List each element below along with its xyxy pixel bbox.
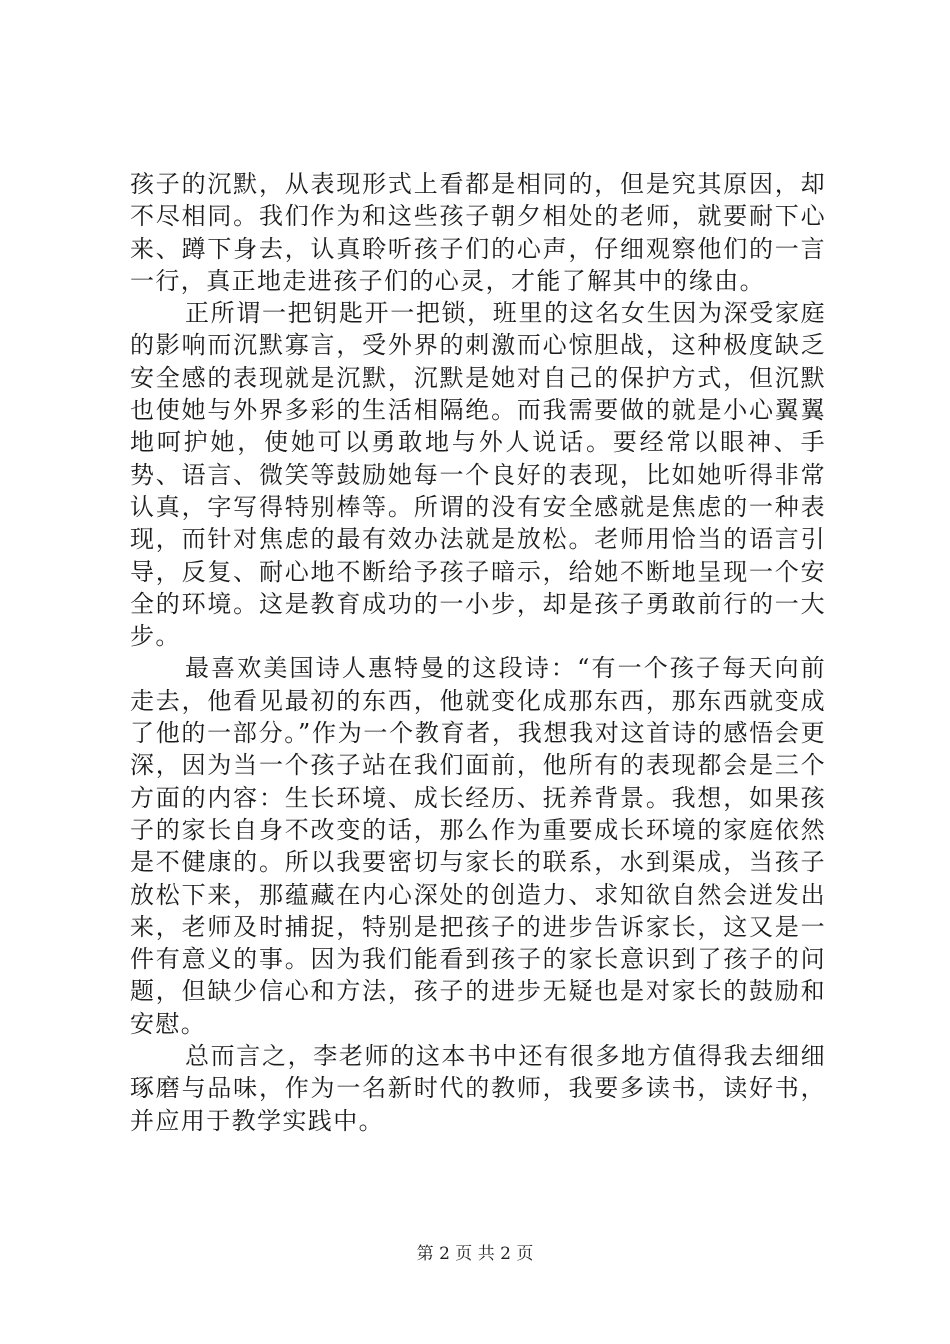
paragraph-2: 正所谓一把钥匙开一把锁，班里的这名女生因为深受家庭的影响而沉默寡言，受外界的刺激而心惊胆战，这种极度缺乏安全感的表现就是沉默，沉默是她对自己的保护方式，但沉默也使她与外界多彩的生活相隔绝。而我需要做的就是小心翼翼地呵护她，使她可以勇敢地与外人说话。要经常以眼神、手势、语言、微笑等鼓励她每一个良好的表现，比如她听得非常认真，字写得特别棒等。所谓的没有安全感就是焦虑的一种表现，而针对焦虑的最有效办法就是放松。老师用恰当的语言引导，反复、耐心地不断给予孩子暗示，给她不断地呈现一个安全的环境。这是教育成功的一小步，却是孩子勇敢前行的一大步。 [130,299,826,651]
paragraph-3: 最喜欢美国诗人惠特曼的这段诗：“有一个孩子每天向前走去，他看见最初的东西，他就变化成那东西，那东西就变成了他的一部分。”作为一个教育者，我想我对这首诗的感悟会更深，因为当一个孩子站在我们面前，他所有的表现都会是三个方面的内容：生长环境、成长经历、抚养背景。我想，如果孩子的家长自身不改变的话，那么作为重要成长环境的家庭依然是不健康的。所以我要密切与家长的联系，水到渠成，当孩子放松下来，那蕴藏在内心深处的创造力、求知欲自然会迸发出来，老师及时捕捉，特别是把孩子的进步告诉家长，这又是一件有意义的事。因为我们能看到孩子的家长意识到了孩子的问题，但缺少信心和方法，孩子的进步无疑也是对家长的鼓励和安慰。 [130,654,826,1038]
page-number-footer: 第 2 页 共 2 页 [416,1244,534,1264]
paragraph-1: 孩子的沉默，从表现形式上看都是相同的，但是究其原因，却不尽相同。我们作为和这些孩子朝夕相处的老师，就要耐下心来、蹲下身去，认真聆听孩子们的心声，仔细观察他们的一言一行，真正地走进孩子们的心灵，才能了解其中的缘由。 [130,170,826,295]
paragraph-4: 总而言之，李老师的这本书中还有很多地方值得我去细细琢磨与品味，作为一名新时代的教师，我要多读书，读好书，并应用于教学实践中。 [130,1042,826,1135]
document-body [130,168,826,1137]
